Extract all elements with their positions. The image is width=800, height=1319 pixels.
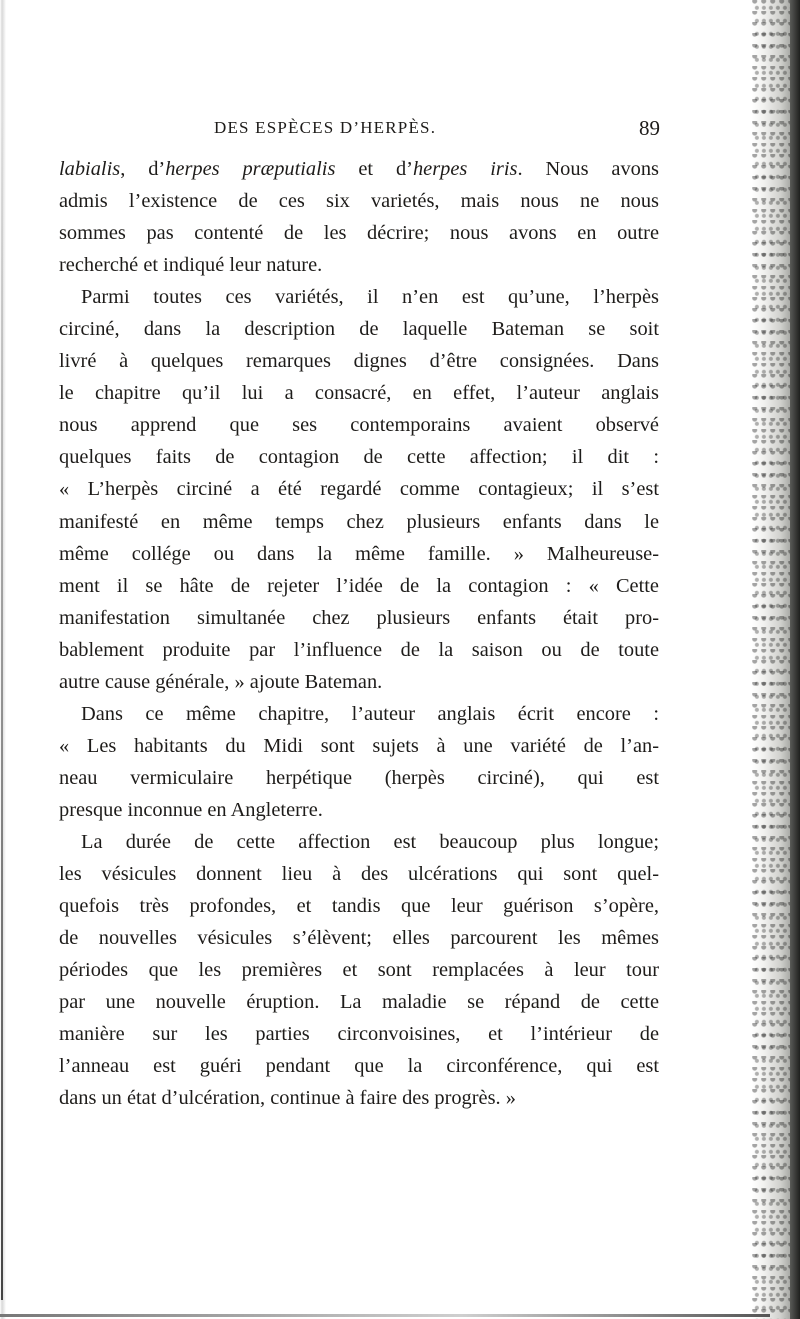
text-line: « Les habitants du Midi sont sujets à une variété de l’an- — [59, 734, 659, 757]
text-line: manifestation simultanée chez plusieurs enfants était pro- — [59, 606, 659, 629]
page-edge-shadow — [790, 0, 800, 1319]
text-line: circiné, dans la description de laquelle Bateman se soit — [59, 318, 659, 341]
text-line — [59, 153, 659, 185]
running-head: DES ESPÈCES D’HERPÈS. — [214, 118, 437, 137]
text-line: admis l’existence de ces six varietés, mais nous ne nous — [59, 190, 659, 213]
text-line: ment il se hâte de rejeter l’idée de la contagion : « Cette — [59, 574, 659, 597]
text-line: La durée de cette affection est beaucoup plus longue; — [81, 830, 659, 853]
text-line: manifesté en même temps chez plusieurs enfants dans le — [59, 510, 659, 533]
italic-term: herpes iris — [412, 158, 518, 180]
text-line: sommes pas contenté de les décrire; nous avons en outre — [59, 222, 659, 245]
text-line: « L’herpès circiné a été regardé comme contagieux; il s’est — [59, 478, 659, 501]
text-line: quelques faits de contagion de cette affection; il dit : — [59, 446, 659, 469]
text-line: de nouvelles vésicules s’élèvent; elles parcourent les mêmes — [59, 927, 659, 950]
binding-shadow — [0, 0, 8, 1319]
text-run: et d’ — [335, 158, 413, 180]
text-line: par une nouvelle éruption. La maladie se répand de cette — [59, 991, 659, 1014]
text-line: manière sur les parties circonvoisines, et l’intérieur de — [59, 1023, 659, 1046]
text-line: le chapitre qu’il lui a consacré, en effet, l’auteur anglais — [59, 382, 659, 405]
text-line: neau vermiculaire herpétique (herpès circiné), qui est — [59, 766, 659, 789]
text-line: livré à quelques remarques dignes d’être consignées. Dans — [59, 350, 659, 373]
text-line: les vésicules donnent lieu à des ulcérations qui sont quel- — [59, 863, 659, 886]
italic-term: herpes præputialis — [165, 158, 336, 180]
text-run: , d’ — [120, 158, 166, 180]
body-text — [59, 153, 659, 1114]
text-line: quefois très profondes, et tandis que leur guérison s’opère, — [59, 895, 659, 918]
italic-term: labialis — [59, 158, 121, 180]
text-line: autre cause générale, » ajoute Bateman. — [59, 670, 383, 693]
text-run: . Nous avons — [517, 158, 659, 180]
text-line: dans un état d’ulcération, continue à faire des progrès. » — [59, 1087, 516, 1110]
bottom-edge — [0, 1314, 770, 1317]
text-line: bablement produite par l’influence de la saison ou de toute — [59, 638, 659, 661]
text-line: l’anneau est guéri pendant que la circonférence, qui est — [59, 1055, 659, 1078]
page-edge — [752, 0, 800, 1319]
binding-rule — [1, 120, 3, 1300]
text-line: recherché et indiqué leur nature. — [59, 254, 323, 277]
text-line: même collége ou dans la même famille. » Malheureuse- — [59, 542, 659, 565]
text-line: Parmi toutes ces variétés, il n’en est qu’une, l’herpès — [81, 286, 659, 309]
text-line: périodes que les premières et sont remplacées à leur tour — [59, 959, 659, 982]
text-line: presque inconnue en Angleterre. — [59, 798, 323, 821]
page-number: 89 — [639, 116, 660, 140]
text-line: nous apprend que ses contemporains avaient observé — [59, 414, 659, 437]
text-line: Dans ce même chapitre, l’auteur anglais écrit encore : — [81, 702, 659, 725]
page-header — [0, 118, 660, 144]
